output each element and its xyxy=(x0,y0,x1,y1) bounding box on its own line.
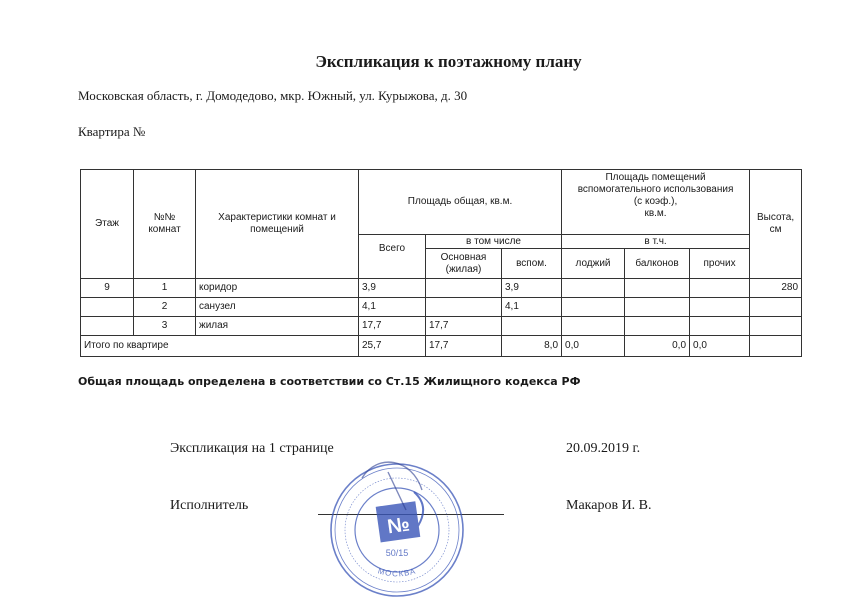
cell-total: 4,1 xyxy=(359,298,426,317)
table-row xyxy=(81,279,802,298)
cell-floor xyxy=(81,317,134,336)
official-stamp xyxy=(322,448,472,600)
header-floor: Этаж xyxy=(81,170,134,279)
executor-label: Исполнитель xyxy=(170,498,249,513)
totals-row xyxy=(81,336,802,357)
table-row xyxy=(81,298,802,317)
cell-floor xyxy=(81,298,134,317)
header-other: прочих xyxy=(690,249,750,279)
totals-main: 17,7 xyxy=(426,336,502,357)
header-balconies: балконов xyxy=(625,249,690,279)
cell-main: 17,7 xyxy=(426,317,502,336)
cell-main xyxy=(426,279,502,298)
cell-loggia xyxy=(562,298,625,317)
header-aux: вспом. xyxy=(502,249,562,279)
cell-other xyxy=(690,317,750,336)
header-aux-area: Площадь помещений вспомогательного использования (с коэф.), кв.м. xyxy=(562,170,750,235)
totals-total: 25,7 xyxy=(359,336,426,357)
property-address: Московская область, г. Домодедово, мкр. Южный, ул. Курыжова, д. 30 xyxy=(78,88,468,103)
header-loggias: лоджий xyxy=(562,249,625,279)
cell-balcony xyxy=(625,298,690,317)
pages-count-text: Экспликация на 1 странице xyxy=(170,441,334,456)
cell-other xyxy=(690,279,750,298)
header-characteristics: Характеристики комнат и помещений xyxy=(196,170,359,279)
stamp-emblem xyxy=(376,492,423,542)
cell-aux: 4,1 xyxy=(502,298,562,317)
cell-balcony xyxy=(625,279,690,298)
totals-height xyxy=(750,336,802,357)
cell-balcony xyxy=(625,317,690,336)
footnote: Общая площадь определена в соответствии со Ст.15 Жилищного кодекса РФ xyxy=(78,375,581,388)
cell-other xyxy=(690,298,750,317)
cell-room: 1 xyxy=(134,279,196,298)
cell-height: 280 xyxy=(750,279,802,298)
cell-room: 2 xyxy=(134,298,196,317)
document-title: Экспликация к поэтажному плану xyxy=(315,52,582,71)
cell-total: 3,9 xyxy=(359,279,426,298)
header-total-all: Всего xyxy=(359,235,426,279)
totals-label: Итого по квартире xyxy=(81,336,359,357)
cell-main xyxy=(426,298,502,317)
svg-text:№: № xyxy=(385,513,412,539)
explication-table xyxy=(80,169,802,357)
header-height: Высота, см xyxy=(750,170,802,279)
table-row xyxy=(81,317,802,336)
executor-name: Макаров И. В. xyxy=(566,498,652,513)
totals-aux: 8,0 xyxy=(502,336,562,357)
document-date: 20.09.2019 г. xyxy=(566,441,641,456)
header-main-living: Основная (жилая) xyxy=(426,249,502,279)
cell-height xyxy=(750,317,802,336)
stamp-number: 50/15 xyxy=(385,548,409,558)
header-including: в том числе xyxy=(426,235,562,249)
cell-room: 3 xyxy=(134,317,196,336)
cell-name: санузел xyxy=(196,298,359,317)
cell-name: жилая xyxy=(196,317,359,336)
cell-loggia xyxy=(562,317,625,336)
header-incl-short: в т.ч. xyxy=(562,235,750,249)
apartment-label: Квартира № xyxy=(78,124,146,139)
totals-other: 0,0 xyxy=(690,336,750,357)
cell-aux: 3,9 xyxy=(502,279,562,298)
header-room-number: №№ комнат xyxy=(134,170,196,279)
cell-aux xyxy=(502,317,562,336)
totals-balcony: 0,0 xyxy=(625,336,690,357)
cell-height xyxy=(750,298,802,317)
cell-floor: 9 xyxy=(81,279,134,298)
svg-text:МОСКВА xyxy=(377,566,417,578)
cell-loggia xyxy=(562,279,625,298)
header-total-area: Площадь общая, кв.м. xyxy=(359,170,562,235)
cell-total: 17,7 xyxy=(359,317,426,336)
totals-loggia: 0,0 xyxy=(562,336,625,357)
stamp-city: МОСКВА xyxy=(376,566,418,579)
cell-name: коридор xyxy=(196,279,359,298)
